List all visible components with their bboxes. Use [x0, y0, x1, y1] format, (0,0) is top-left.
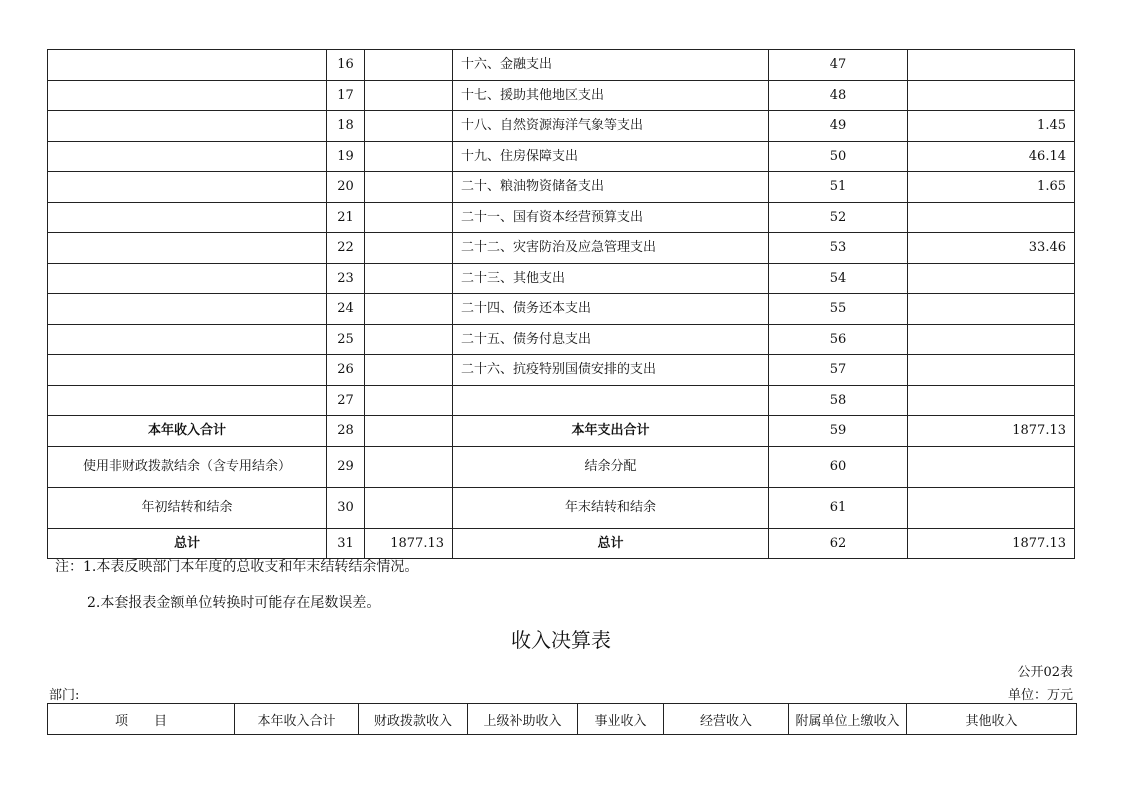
- header-business-income: 事业收入: [578, 704, 664, 735]
- expense-line-number: 47: [769, 50, 908, 81]
- income-line-number: 23: [327, 263, 365, 294]
- income-total-row: [48, 416, 1075, 447]
- summary-table-body: [48, 50, 1075, 559]
- header-affiliate-income: 附属单位上缴收入: [789, 704, 907, 735]
- expense-line-number: 55: [769, 294, 908, 325]
- expense-amount: [908, 80, 1075, 111]
- expense-amount: [908, 355, 1075, 386]
- header-item: 项 目: [48, 704, 235, 735]
- note-2: 2.本套报表金额单位转换时可能存在尾数误差。: [87, 595, 381, 611]
- expense-line-number: 56: [769, 324, 908, 355]
- expense-line-number: 57: [769, 355, 908, 386]
- income-amount: [365, 141, 453, 172]
- income-line-number: 19: [327, 141, 365, 172]
- expense-line-number: 54: [769, 263, 908, 294]
- expense-item-cell: 二十、粮油物资储备支出: [453, 172, 769, 203]
- expense-line-number: 51: [769, 172, 908, 203]
- income-amount: [365, 416, 453, 447]
- income-item-cell: [48, 202, 327, 233]
- use-balance-row: [48, 446, 1075, 487]
- income-label: 年初结转和结余: [48, 487, 327, 528]
- expense-line-number: 53: [769, 233, 908, 264]
- income-item-cell: [48, 50, 327, 81]
- expense-amount: [908, 50, 1075, 81]
- income-amount: [365, 172, 453, 203]
- header-other-income: 其他收入: [907, 704, 1077, 735]
- income-amount: [365, 80, 453, 111]
- expense-amount: [908, 294, 1075, 325]
- table-row: [48, 233, 1075, 264]
- expense-line-number: 49: [769, 111, 908, 142]
- income-item-cell: [48, 324, 327, 355]
- income-table-header: [47, 703, 1077, 735]
- expense-item-cell: 二十六、抗疫特别国债安排的支出: [453, 355, 769, 386]
- table-row: [48, 141, 1075, 172]
- header-total-income: 本年收入合计: [235, 704, 359, 735]
- table-row: [48, 202, 1075, 233]
- income-amount: [365, 385, 453, 416]
- income-line-number: 30: [327, 487, 365, 528]
- income-item-cell: [48, 80, 327, 111]
- income-amount: [365, 50, 453, 81]
- grand-total-row: [48, 528, 1075, 559]
- income-line-number: 28: [327, 416, 365, 447]
- department-label: 部门:: [49, 688, 80, 703]
- income-amount: [365, 111, 453, 142]
- expense-item-cell: 二十五、债务付息支出: [453, 324, 769, 355]
- income-item-cell: [48, 172, 327, 203]
- expense-label: 年末结转和结余: [453, 487, 769, 528]
- income-label: 使用非财政拨款结余（含专用结余）: [48, 446, 327, 487]
- income-line-number: 18: [327, 111, 365, 142]
- expense-line-number: 48: [769, 80, 908, 111]
- table-row: [48, 111, 1075, 142]
- income-line-number: 26: [327, 355, 365, 386]
- header-operating-income: 经营收入: [664, 704, 789, 735]
- income-line-number: 24: [327, 294, 365, 325]
- income-line-number: 17: [327, 80, 365, 111]
- table-row: [48, 385, 1075, 416]
- table-row: [48, 172, 1075, 203]
- income-amount: [365, 446, 453, 487]
- income-item-cell: [48, 355, 327, 386]
- expense-item-cell: 二十四、债务还本支出: [453, 294, 769, 325]
- expense-item-cell: [453, 385, 769, 416]
- table-row: [48, 263, 1075, 294]
- income-amount: [365, 294, 453, 325]
- expense-item-cell: 十九、住房保障支出: [453, 141, 769, 172]
- income-item-cell: [48, 294, 327, 325]
- expense-amount: [908, 202, 1075, 233]
- expense-amount: 1877.13: [908, 528, 1075, 559]
- income-item-cell: [48, 233, 327, 264]
- income-amount: [365, 324, 453, 355]
- expense-amount: 1.65: [908, 172, 1075, 203]
- table-row: [48, 324, 1075, 355]
- expense-amount: [908, 263, 1075, 294]
- table-row: [48, 80, 1075, 111]
- income-amount: [365, 263, 453, 294]
- header-superior-subsidy: 上级补助收入: [468, 704, 578, 735]
- expense-amount: 33.46: [908, 233, 1075, 264]
- expense-item-cell: 十七、援助其他地区支出: [453, 80, 769, 111]
- expense-amount: [908, 324, 1075, 355]
- income-line-number: 25: [327, 324, 365, 355]
- income-line-number: 27: [327, 385, 365, 416]
- expense-line-number: 62: [769, 528, 908, 559]
- expense-amount: [908, 446, 1075, 487]
- expense-item-cell: 十八、自然资源海洋气象等支出: [453, 111, 769, 142]
- table-row: [48, 50, 1075, 81]
- income-line-number: 22: [327, 233, 365, 264]
- summary-table: [47, 49, 1075, 559]
- note-1: 注：1.本表反映部门本年度的总收支和年末结转结余情况。: [55, 559, 419, 575]
- expense-item-cell: 二十二、灾害防治及应急管理支出: [453, 233, 769, 264]
- expense-label: 本年支出合计: [453, 416, 769, 447]
- income-item-cell: [48, 263, 327, 294]
- income-item-cell: [48, 385, 327, 416]
- expense-item-cell: 二十一、国有资本经营预算支出: [453, 202, 769, 233]
- income-amount: [365, 233, 453, 264]
- expense-item-cell: 十六、金融支出: [453, 50, 769, 81]
- form-number: 公开02表: [1017, 665, 1073, 680]
- income-item-cell: [48, 111, 327, 142]
- unit-label: 单位：万元: [1007, 688, 1073, 703]
- income-line-number: 31: [327, 528, 365, 559]
- income-item-cell: [48, 141, 327, 172]
- income-label: 总计: [48, 528, 327, 559]
- expense-amount: [908, 487, 1075, 528]
- expense-item-cell: 二十三、其他支出: [453, 263, 769, 294]
- income-table-title: 收入决算表: [511, 628, 611, 652]
- income-line-number: 20: [327, 172, 365, 203]
- income-line-number: 16: [327, 50, 365, 81]
- table-row: [48, 294, 1075, 325]
- expense-label: 总计: [453, 528, 769, 559]
- table-row: [48, 355, 1075, 386]
- carry-over-row: [48, 487, 1075, 528]
- expense-amount: 1.45: [908, 111, 1075, 142]
- expense-line-number: 59: [769, 416, 908, 447]
- expense-line-number: 60: [769, 446, 908, 487]
- expense-amount: 1877.13: [908, 416, 1075, 447]
- expense-line-number: 58: [769, 385, 908, 416]
- expense-amount: 46.14: [908, 141, 1075, 172]
- header-fiscal-appropriation: 财政拨款收入: [359, 704, 468, 735]
- income-amount: [365, 202, 453, 233]
- income-amount: [365, 487, 453, 528]
- expense-line-number: 61: [769, 487, 908, 528]
- income-line-number: 21: [327, 202, 365, 233]
- expense-label: 结余分配: [453, 446, 769, 487]
- expense-line-number: 50: [769, 141, 908, 172]
- income-line-number: 29: [327, 446, 365, 487]
- expense-amount: [908, 385, 1075, 416]
- expense-line-number: 52: [769, 202, 908, 233]
- income-amount: 1877.13: [365, 528, 453, 559]
- income-amount: [365, 355, 453, 386]
- income-label: 本年收入合计: [48, 416, 327, 447]
